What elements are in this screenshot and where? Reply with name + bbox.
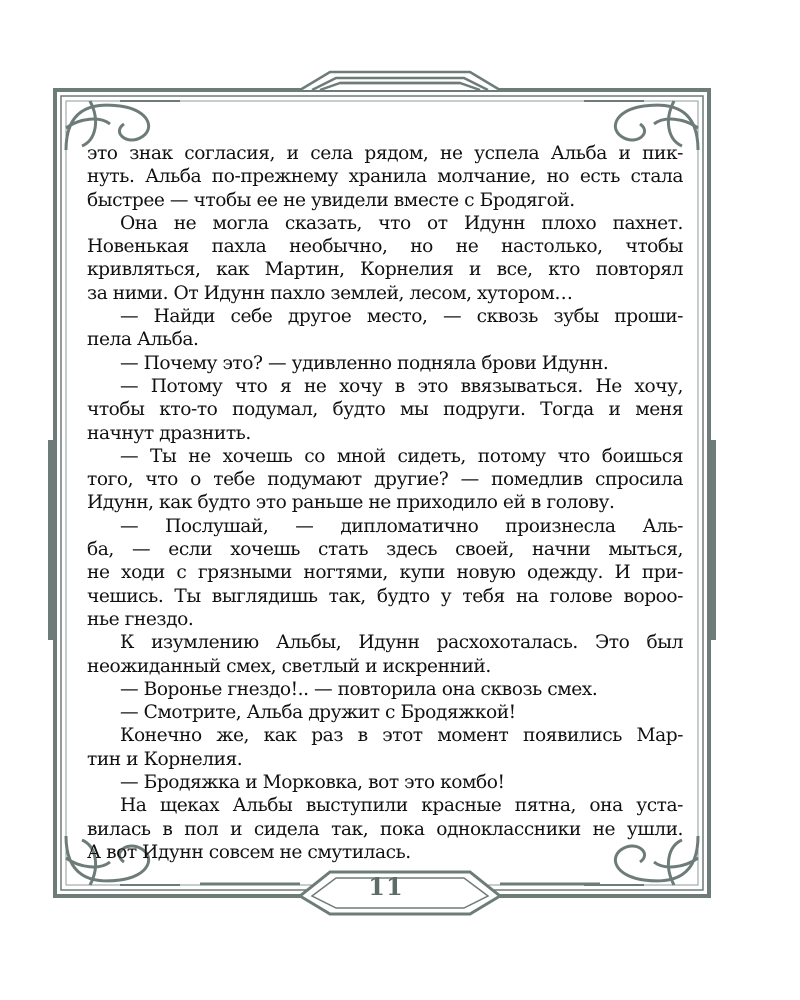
text-line: это знак согласия, и села рядом, не успела Альба и пик- (87, 143, 683, 164)
text-line: пела Альба. (87, 329, 199, 351)
text-line: вилась в пол и сидела так, пока одноклассники не ушли. (87, 818, 683, 840)
page-number: 11 (368, 872, 404, 901)
text-line: — Потому что я не хочу в это ввязываться. Не хочу, (120, 375, 683, 397)
text-line: не ходи с грязными ногтями, купи новую одежду. И при- (87, 562, 683, 584)
text-line: — Смотрите, Альба дружит с Бродяжкой! (120, 702, 516, 724)
text-line: К изумлению Альбы, Идунн расхохоталась. Это был (120, 632, 683, 654)
text-line: быстрее — чтобы ее не увидели вместе с Бродягой. (87, 189, 575, 211)
text-line: А вот Идунн совсем не смутилась. (87, 841, 411, 863)
text-line: — Бродяжка и Морковка, вот это комбо! (120, 772, 505, 794)
text-line: — Почему это? — удивленно подняла брови Идунн. (120, 352, 609, 374)
text-line: На щеках Альбы выступили красные пятна, она уста- (120, 795, 683, 817)
text-line: Идунн, как будто это раньше не приходило ей в голову. (87, 492, 615, 514)
text-line: — Ты не хочешь со мной сидеть, потому что боишься (120, 445, 683, 467)
left-side-tab (48, 440, 56, 640)
text-line: — Послушай, — дипломатично произнесла Аль- (120, 515, 683, 537)
text-line: нуть. Альба по-прежнему хранила молчание, но есть стала (87, 166, 683, 188)
text-line: Конечно же, как раз в этот момент появились Мар- (120, 725, 683, 747)
text-line: кривляться, как Мартин, Корнелия и все, кто повторял (87, 259, 683, 281)
text-line: чешись. Ты выглядишь так, будто у тебя на голове вороо- (87, 585, 683, 607)
text-line: нье гнездо. (87, 608, 194, 630)
text-line: ба, — если хочешь стать здесь своей, начни мыться, (87, 539, 683, 561)
text-line: того, что о тебе подумают другие? — помедлив спросила (87, 469, 683, 491)
text-line: начнут дразнить. (87, 422, 251, 444)
text-line: Новенькая пахла необычно, но не настолько, чтобы (87, 236, 683, 258)
text-line: тин и Корнелия. (87, 748, 243, 770)
text-line: за ними. От Идунн пахло землей, лесом, хутором… (87, 282, 573, 304)
body-text (87, 142, 683, 864)
text-line: — Воронье гнездо!.. — повторила она сквозь смех. (120, 678, 598, 700)
text-line: — Найди себе другое место, — сквозь зубы проши- (120, 306, 683, 328)
text-line: неожиданный смех, светлый и искренний. (87, 655, 491, 677)
text-line: Она не могла сказать, что от Идунн плохо пахнет. (120, 212, 683, 234)
text-line: чтобы кто-то подумал, будто мы подруги. Тогда и меня (87, 399, 683, 421)
right-side-tab (708, 440, 716, 640)
top-center-ornament (300, 72, 500, 90)
